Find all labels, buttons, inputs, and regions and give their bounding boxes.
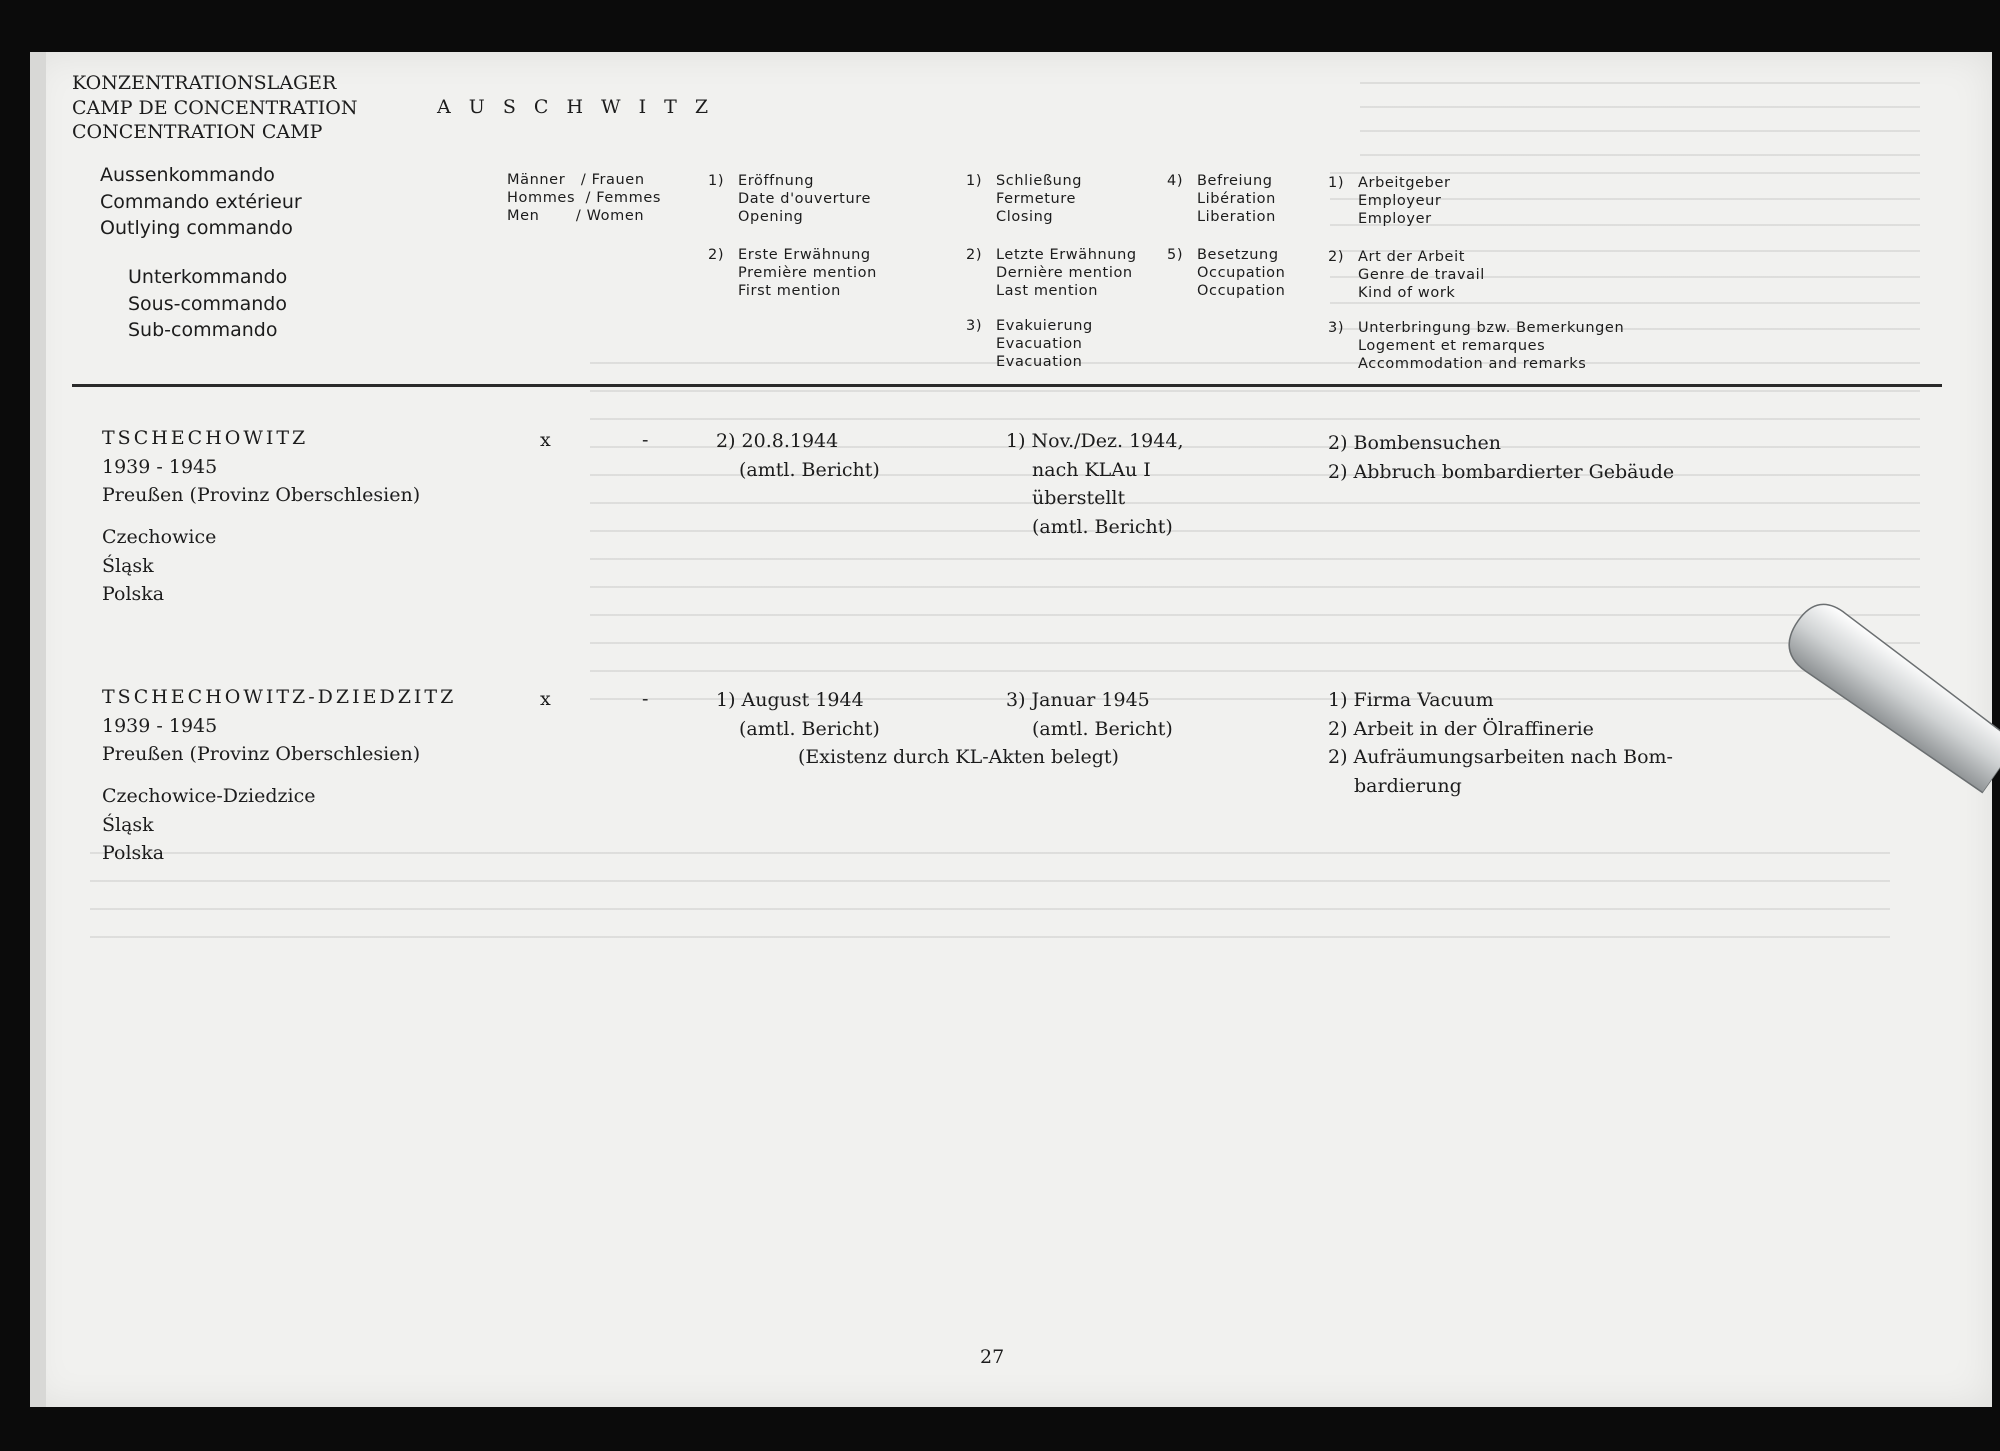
occupation-fr: Occupation [1197,265,1286,281]
closing-source: (amtl. Bericht) [1032,515,1173,538]
col-header-closing [966,172,1082,226]
camp-name: A U S C H W I T Z [437,96,715,118]
sub-label-en: Sub-commando [128,319,278,341]
col-header-employer [1328,174,1451,228]
entry-region: Preußen (Provinz Oberschlesien) [102,743,421,765]
opening-de: Eröffnung [738,173,815,189]
col-header-gender [507,171,661,225]
closing-source: (amtl. Bericht) [1032,717,1173,740]
entry-name: TSCHECHOWITZ [102,427,309,449]
camp-label-en: CONCENTRATION CAMP [72,121,323,143]
evacuation-de: Evakuierung [996,318,1093,334]
liberation-en: Liberation [1197,209,1276,225]
document-page [30,52,1992,1407]
work-line-2: 2) Abbruch bombardierter Gebäude [1328,460,1675,483]
camp-label-de: KONZENTRATIONSLAGER [72,72,337,94]
header-divider [72,384,1942,387]
entry-opening [716,686,880,743]
entry-opening [716,427,880,484]
outlying-label-en: Outlying commando [100,217,293,239]
col-header-liberation [1167,172,1276,226]
opening-fr: Date d'ouverture [738,191,872,207]
work-line-3: 2) Aufräumungsarbeiten nach Bom- [1328,746,1673,768]
work-line-2: 2) Arbeit in der Ölraffinerie [1328,717,1594,740]
first-mention-num: 2) [708,247,725,263]
first-mention-de: Erste Erwähnung [738,247,871,263]
entry-years: 1939 - 1945 [102,715,218,737]
col-header-last-mention [966,246,1137,300]
entry-closing [1006,427,1184,541]
entry-work [1328,429,1674,486]
first-mention-en: First mention [738,283,841,299]
opening-en: Opening [738,209,804,225]
opening-date: 1) August 1944 [716,689,864,711]
liberation-fr: Libération [1197,191,1276,207]
entry-years: 1939 - 1945 [102,456,218,478]
work-de: Art der Arbeit [1358,249,1465,265]
closing-detail-1: nach KLAu I [1032,458,1151,481]
gender-fr: Hommes / Femmes [507,190,662,206]
page-number: 27 [980,1346,1005,1368]
evacuation-num: 3) [966,318,983,334]
sub-label-de: Unterkommando [128,266,288,288]
opening-num: 1) [708,173,725,189]
last-mention-de: Letzte Erwähnung [996,247,1137,263]
col-header-occupation [1167,246,1285,300]
liberation-num: 4) [1167,173,1184,189]
evacuation-fr: Evacuation [996,336,1083,352]
gender-en: Men / Women [507,208,645,224]
employer-fr: Employeur [1358,193,1442,209]
first-mention-fr: Première mention [738,265,877,281]
closing-fr: Fermeture [996,191,1077,207]
col-header-evacuation [966,317,1093,371]
last-mention-fr: Dernière mention [996,265,1133,281]
place-city: Czechowice-Dziedzice [102,785,316,807]
entry-evidence: (Existenz durch KL-Akten belegt) [798,746,1119,768]
opening-date: 2) 20.8.1944 [716,430,839,452]
place-city: Czechowice [102,526,217,548]
entry-place [102,523,216,609]
entry-women: - [642,429,649,451]
camp-label-fr: CAMP DE CONCENTRATION [72,96,358,119]
camp-label-block [72,71,358,145]
work-line-1: 1) Firma Vacuum [1328,689,1494,711]
closing-date: 3) Januar 1945 [1006,689,1150,711]
occupation-de: Besetzung [1197,247,1279,263]
closing-num: 1) [966,173,983,189]
sub-commando-label [128,264,287,344]
entry-men: x [540,429,551,451]
entry-place [102,782,315,868]
closing-detail-2: überstellt [1032,487,1126,509]
entry-region: Preußen (Provinz Oberschlesien) [102,484,421,506]
col-header-work [1328,248,1485,302]
place-region: Śląsk [102,554,154,577]
employer-de: Arbeitgeber [1358,175,1451,191]
employer-en: Employer [1358,211,1432,227]
last-mention-en: Last mention [996,283,1099,299]
work-num: 2) [1328,249,1345,265]
work-fr: Genre de travail [1358,267,1485,283]
occupation-en: Occupation [1197,283,1286,299]
last-mention-num: 2) [966,247,983,263]
work-line-1: 2) Bombensuchen [1328,432,1501,454]
entry-men: x [540,688,551,710]
place-region: Śląsk [102,813,154,836]
closing-date: 1) Nov./Dez. 1944, [1006,430,1184,452]
employer-num: 1) [1328,175,1345,191]
work-line-4: bardierung [1354,774,1462,797]
outlying-label-fr: Commando extérieur [100,190,302,213]
occupation-num: 5) [1167,247,1184,263]
closing-en: Closing [996,209,1054,225]
lodging-de: Unterbringung bzw. Bemerkungen [1358,320,1625,336]
outlying-label-de: Aussenkommando [100,164,275,186]
entry-name: TSCHECHOWITZ-DZIEDZITZ [102,686,457,708]
lodging-fr: Logement et remarques [1358,338,1546,354]
entry-work [1328,686,1673,800]
closing-de: Schließung [996,173,1083,189]
place-country: Polska [102,842,165,864]
lodging-num: 3) [1328,320,1345,336]
opening-source: (amtl. Bericht) [739,458,880,481]
col-header-lodging [1328,319,1624,373]
book-spine [30,52,46,1407]
entry-closing [1006,686,1173,743]
gender-de: Männer / Frauen [507,172,645,188]
sub-label-fr: Sous-commando [128,292,287,315]
col-header-opening [708,172,871,226]
outlying-commando-label [100,162,302,242]
lodging-en: Accommodation and remarks [1358,356,1587,372]
evacuation-en: Evacuation [996,354,1083,370]
work-en: Kind of work [1358,285,1456,301]
col-header-first-mention [708,246,877,300]
opening-source: (amtl. Bericht) [739,717,880,740]
entry-women: - [642,688,649,710]
liberation-de: Befreiung [1197,173,1273,189]
place-country: Polska [102,583,165,605]
